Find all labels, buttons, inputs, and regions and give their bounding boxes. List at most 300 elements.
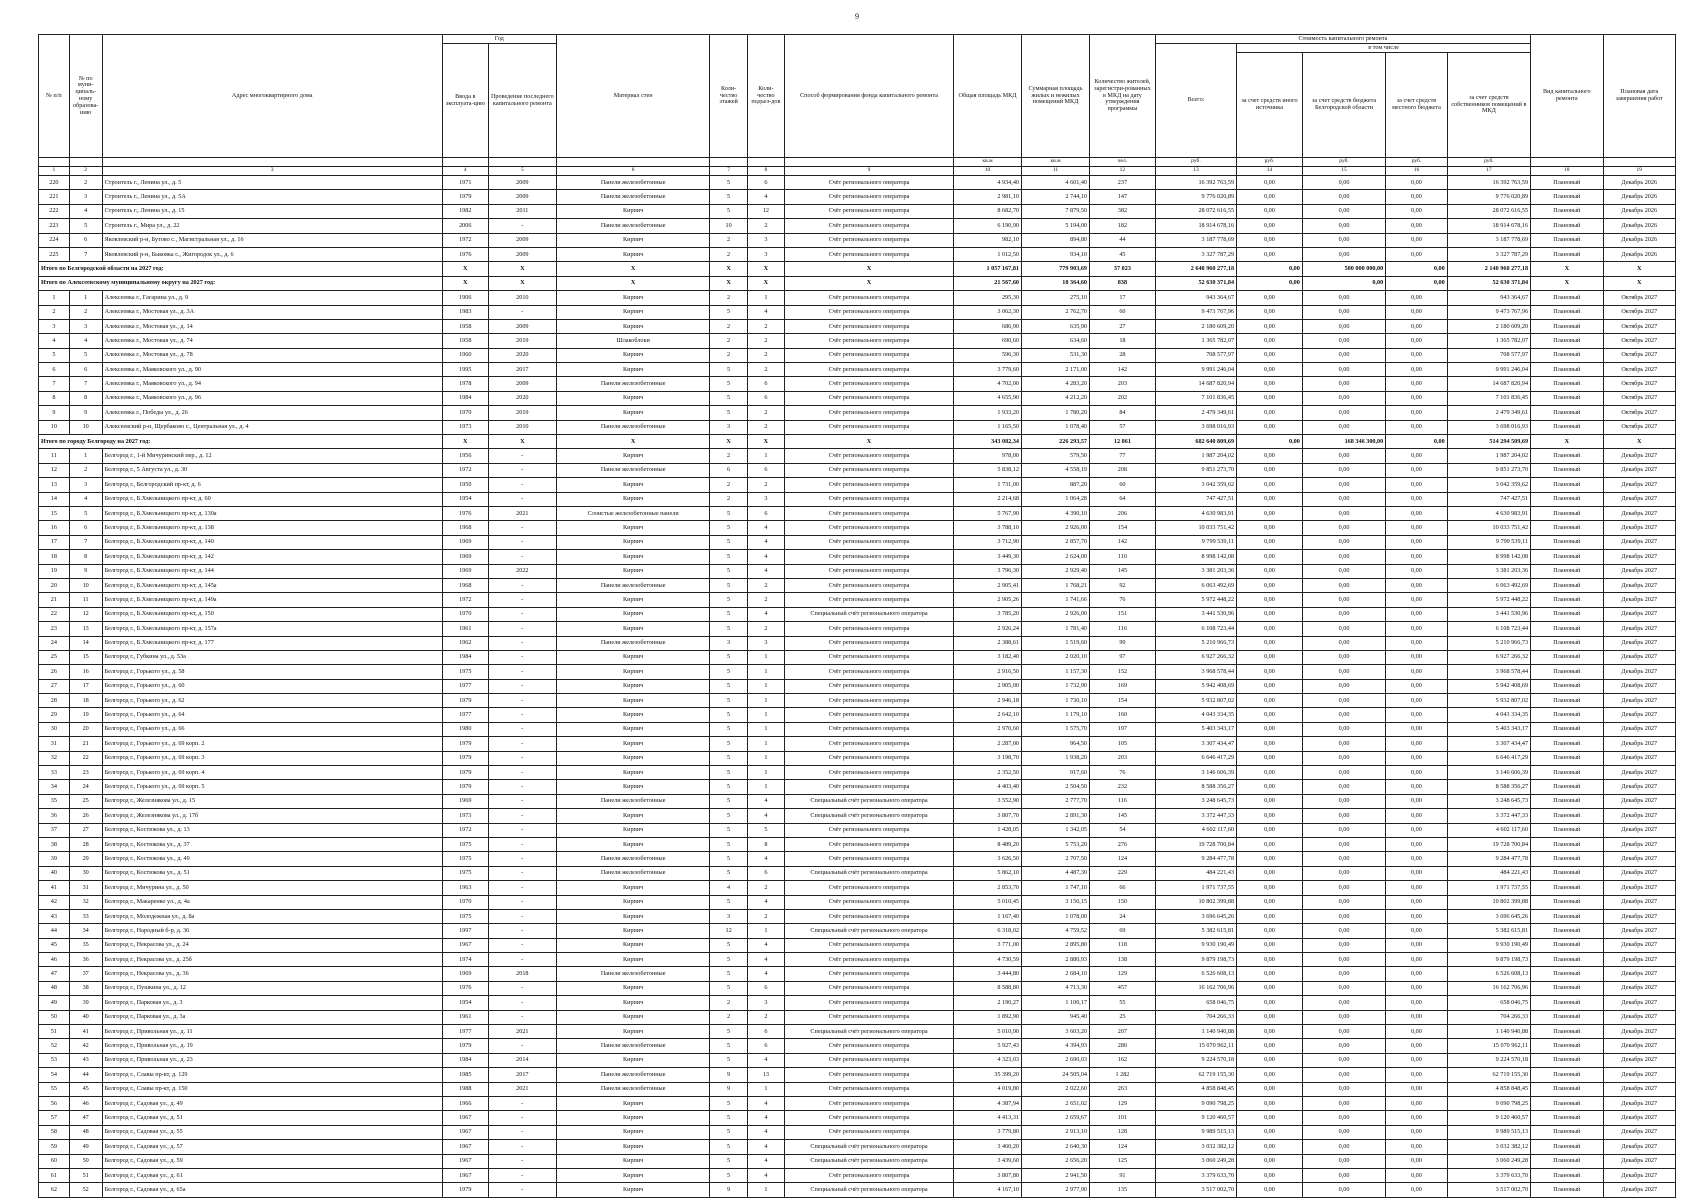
header-col-16: за счет средств местного бюджета (1386, 53, 1447, 158)
table-row (39, 953, 1676, 967)
table-cell: Плановый (1531, 607, 1603, 621)
table-cell: Счёт регионального оператора (785, 406, 954, 420)
table-cell: 47 (39, 967, 70, 981)
table-cell: 5 927,43 (953, 1039, 1021, 1053)
table-cell: Октябрь 2027 (1603, 305, 1676, 319)
header-col-1: № п/п (39, 35, 70, 158)
total-label: Итого по Алексеевскому муниципальному округу на 2027 год: (39, 276, 443, 290)
table-cell: 77 (1090, 449, 1156, 463)
total-cell: X (488, 435, 556, 449)
table-cell: 3 062,30 (953, 305, 1021, 319)
table-cell: 1 (69, 449, 102, 463)
table-cell: Плановый (1531, 521, 1603, 535)
table-cell: Панели железобетонные (556, 852, 710, 866)
unit-cell (39, 158, 70, 167)
table-cell: 0,00 (1237, 521, 1303, 535)
table-cell: 2 (747, 1010, 784, 1024)
table-cell: 9 851 273,70 (1447, 463, 1530, 477)
table-cell: Плановый (1531, 967, 1603, 981)
table-cell: Счёт регионального оператора (785, 1082, 954, 1096)
table-cell: 23 (39, 622, 70, 636)
table-cell: 1 (747, 708, 784, 722)
table-cell: Белгород г., Садовая ул., д. 59 (102, 1154, 442, 1168)
table-cell: 1969 (442, 535, 488, 549)
table-cell: Счёт регионального оператора (785, 506, 954, 520)
table-cell: 3 439,60 (953, 1154, 1021, 1168)
table-row (39, 521, 1676, 535)
table-cell: 0,00 (1386, 895, 1447, 909)
table-cell: 4 655,90 (953, 391, 1021, 405)
table-cell: 1960 (442, 348, 488, 362)
table-cell: 1967 (442, 938, 488, 952)
table-cell: - (488, 1010, 556, 1024)
table-cell: Декабрь 2027 (1603, 607, 1676, 621)
table-cell: 56 (39, 1097, 70, 1111)
total-cell: 168 346 300,00 (1302, 435, 1385, 449)
table-cell: 3 372 447,33 (1447, 809, 1530, 823)
table-cell: 2014 (488, 1053, 556, 1067)
table-cell: Строитель г., Мира ул., д. 22 (102, 219, 442, 233)
table-cell: - (488, 305, 556, 319)
table-cell: Плановый (1531, 1111, 1603, 1125)
table-cell: 101 (1090, 1111, 1156, 1125)
table-cell: - (488, 780, 556, 794)
table-cell: 12 (710, 924, 747, 938)
table-cell: 48 (39, 981, 70, 995)
table-cell: 0,00 (1237, 1140, 1303, 1154)
table-cell: 9 799 539,11 (1447, 535, 1530, 549)
table-cell: Белгород г., Пушкина ул., д. 12 (102, 981, 442, 995)
table-cell: 4 487,30 (1022, 866, 1090, 880)
table-row (39, 1140, 1676, 1154)
table-cell: 1 (747, 924, 784, 938)
table-cell: 2 777,70 (1022, 794, 1090, 808)
table-cell: 6 (39, 363, 70, 377)
total-cell: X (556, 276, 710, 290)
table-cell: Счёт регионального оператора (785, 1010, 954, 1024)
table-cell: 13 (39, 478, 70, 492)
table-cell: Кирпич (556, 521, 710, 535)
table-cell: 0,00 (1237, 722, 1303, 736)
table-cell: 99 (1090, 636, 1156, 650)
table-cell: Счёт регионального оператора (785, 766, 954, 780)
table-cell: - (488, 837, 556, 851)
table-cell: 0,00 (1237, 1068, 1303, 1082)
table-cell: 0,00 (1237, 420, 1303, 434)
table-cell: - (488, 607, 556, 621)
table-cell: 6 927 266,32 (1155, 650, 1236, 664)
table-cell: Кирпич (556, 1168, 710, 1182)
table-cell: Белгород г., Б.Хмельницкого пр-кт, д. 177 (102, 636, 442, 650)
table-cell: 4 (747, 521, 784, 535)
table-cell: 1979 (442, 1039, 488, 1053)
table-cell: 0,00 (1386, 1025, 1447, 1039)
table-cell: 1 (747, 766, 784, 780)
table-cell: 2 905,26 (953, 593, 1021, 607)
table-cell: 220 (39, 176, 70, 190)
table-cell: 0,00 (1302, 363, 1385, 377)
table-cell: 4 (747, 953, 784, 967)
table-cell: 1 971 737,55 (1155, 881, 1236, 895)
table-cell: 60 (1090, 478, 1156, 492)
table-cell: 4 (747, 938, 784, 952)
table-cell: 84 (1090, 406, 1156, 420)
table-cell: 1961 (442, 1010, 488, 1024)
table-cell: 9 930 190,49 (1155, 938, 1236, 952)
table-cell: 2 (747, 319, 784, 333)
table-row (39, 1082, 1676, 1096)
table-cell: 0,00 (1386, 622, 1447, 636)
table-cell: 59 (39, 1140, 70, 1154)
table-cell: 704 266,33 (1155, 1010, 1236, 1024)
table-cell: Плановый (1531, 1039, 1603, 1053)
table-cell: 3 (69, 478, 102, 492)
table-cell: 125 (1090, 1154, 1156, 1168)
table-cell: 16 392 763,59 (1155, 176, 1236, 190)
table-cell: 2 214,68 (953, 492, 1021, 506)
table-cell: 5 (710, 363, 747, 377)
table-cell: 135 (1090, 1183, 1156, 1197)
table-cell: 38 (39, 837, 70, 851)
table-cell: 229 (1090, 866, 1156, 880)
table-cell: 5 (710, 679, 747, 693)
table-cell: 3 307 434,47 (1447, 737, 1530, 751)
table-cell: 9 224 570,18 (1155, 1053, 1236, 1067)
table-cell: 0,00 (1237, 895, 1303, 909)
table-cell: 5 (710, 204, 747, 218)
table-cell: 1 (747, 650, 784, 664)
table-cell: 5 (710, 809, 747, 823)
column-number-cell: 15 (1302, 167, 1385, 176)
table-cell: 46 (39, 953, 70, 967)
table-cell: Белгород г., Славы пр-кт, д. 129 (102, 1068, 442, 1082)
table-cell: 33 (69, 909, 102, 923)
table-cell: 3 (39, 319, 70, 333)
table-cell: Кирпич (556, 895, 710, 909)
table-cell: 4 212,20 (1022, 391, 1090, 405)
table-cell: - (488, 1154, 556, 1168)
table-cell: 3 517 002,70 (1447, 1183, 1530, 1197)
table-cell: Плановый (1531, 1168, 1603, 1182)
table-cell: 0,00 (1237, 247, 1303, 261)
table-cell: 21 (69, 737, 102, 751)
table-cell: 25 (1090, 1010, 1156, 1024)
table-cell: Плановый (1531, 463, 1603, 477)
table-cell: Белгород г., Горького ул., д. 62 (102, 694, 442, 708)
table-cell: Яковлевский р-н, Быковка с., Жигородок ул., д. 6 (102, 247, 442, 261)
table-cell: Кирпич (556, 679, 710, 693)
table-cell: Счёт регионального оператора (785, 679, 954, 693)
table-cell: 1976 (442, 981, 488, 995)
table-cell: Октябрь 2027 (1603, 420, 1676, 434)
column-number-row (39, 167, 1676, 176)
table-row (39, 478, 1676, 492)
table-cell: 0,00 (1386, 650, 1447, 664)
table-cell: 3 032 382,12 (1447, 1140, 1530, 1154)
table-cell: 0,00 (1386, 1082, 1447, 1096)
table-cell: 1976 (442, 247, 488, 261)
table-cell: 29 (69, 852, 102, 866)
table-row (39, 247, 1676, 261)
table-cell: 0,00 (1302, 204, 1385, 218)
table-cell: 4 558,19 (1022, 463, 1090, 477)
table-cell: 3 785,20 (953, 607, 1021, 621)
table-cell: 5 (710, 852, 747, 866)
table-cell: 3 187 778,69 (1447, 233, 1530, 247)
total-cell: X (1603, 262, 1676, 276)
table-cell: - (488, 996, 556, 1010)
table-cell: - (488, 953, 556, 967)
table-cell: 0,00 (1237, 679, 1303, 693)
table-cell: 1997 (442, 924, 488, 938)
table-cell: 3 698 016,93 (1155, 420, 1236, 434)
table-cell: Белгород г., 1-й Мичуринский пер., д. 12 (102, 449, 442, 463)
total-cell: 226 293,57 (1022, 435, 1090, 449)
table-cell: 2 656,20 (1022, 1154, 1090, 1168)
table-cell: 0,00 (1237, 1183, 1303, 1197)
table-cell: Счёт регионального оператора (785, 1097, 954, 1111)
table-cell: 2011 (488, 204, 556, 218)
table-cell: 0,00 (1386, 219, 1447, 233)
table-cell: 2 022,60 (1022, 1082, 1090, 1096)
table-cell: 1972 (442, 593, 488, 607)
table-cell: 457 (1090, 981, 1156, 995)
table-cell: 19 728 700,84 (1447, 837, 1530, 851)
table-cell: 0,00 (1302, 420, 1385, 434)
table-cell: 24 (69, 780, 102, 794)
table-cell: 2009 (488, 377, 556, 391)
table-cell: Декабрь 2026 (1603, 190, 1676, 204)
table-cell: 1950 (442, 478, 488, 492)
table-cell: 5 (69, 219, 102, 233)
table-cell: Кирпич (556, 751, 710, 765)
total-cell: X (1603, 276, 1676, 290)
table-cell: Белгород г., Молодежная ул., д. 8а (102, 909, 442, 923)
table-cell: 145 (1090, 809, 1156, 823)
table-cell: Белгород г., Макаренко ул., д. 4а (102, 895, 442, 909)
table-cell: 0,00 (1237, 1010, 1303, 1024)
table-cell: 3 150,15 (1022, 895, 1090, 909)
table-cell: 635,90 (1022, 319, 1090, 333)
table-cell: 4 (747, 607, 784, 621)
table-cell: 0,00 (1237, 953, 1303, 967)
table-cell: 2 (747, 334, 784, 348)
column-number-cell: 2 (69, 167, 102, 176)
table-cell: 1973 (442, 809, 488, 823)
table-cell: 4 (747, 550, 784, 564)
table-cell: 4 602 117,60 (1155, 823, 1236, 837)
table-cell: 3 381 203,36 (1447, 564, 1530, 578)
table-cell: Кирпич (556, 535, 710, 549)
table-cell: 0,00 (1386, 463, 1447, 477)
table-cell: 0,00 (1302, 636, 1385, 650)
table-cell: 6 (710, 463, 747, 477)
table-cell: 5 010,90 (953, 1025, 1021, 1039)
table-cell: 0,00 (1386, 981, 1447, 995)
total-cell: X (442, 276, 488, 290)
table-cell: 943 364,67 (1155, 291, 1236, 305)
table-cell: Белгород г., Садовая ул., д. 51 (102, 1111, 442, 1125)
table-row (39, 1097, 1676, 1111)
table-cell: 1 428,05 (953, 823, 1021, 837)
table-cell: 0,00 (1302, 766, 1385, 780)
table-cell: 26 (39, 665, 70, 679)
table-cell: 4 (747, 564, 784, 578)
table-row (39, 1010, 1676, 1024)
table-cell: Строитель г., Ленина ул., д. 5А (102, 190, 442, 204)
table-cell: Плановый (1531, 881, 1603, 895)
table-cell: 1954 (442, 492, 488, 506)
table-cell: 24 (1090, 909, 1156, 923)
table-cell: Декабрь 2027 (1603, 737, 1676, 751)
table-cell: 2 388,61 (953, 636, 1021, 650)
table-cell: 2 (710, 247, 747, 261)
table-cell: 0,00 (1237, 1053, 1303, 1067)
table-cell: 19 728 700,84 (1155, 837, 1236, 851)
table-cell: Строитель г., Ленина ул., д. 15 (102, 204, 442, 218)
table-cell: Плановый (1531, 334, 1603, 348)
table-cell: Кирпич (556, 924, 710, 938)
table-cell: 484 221,43 (1155, 866, 1236, 880)
table-cell: Плановый (1531, 478, 1603, 492)
table-cell: Белгород г., Костюкова ул., д. 51 (102, 866, 442, 880)
table-cell: 0,00 (1237, 1154, 1303, 1168)
table-cell: Счёт регионального оператора (785, 176, 954, 190)
table-cell: 0,00 (1237, 852, 1303, 866)
table-cell: 0,00 (1386, 406, 1447, 420)
table-cell: 0,00 (1302, 837, 1385, 851)
table-cell: Плановый (1531, 823, 1603, 837)
table-cell: 0,00 (1237, 751, 1303, 765)
column-number-cell: 8 (747, 167, 784, 176)
table-cell: 142 (1090, 363, 1156, 377)
total-cell: 0,00 (1237, 262, 1303, 276)
table-cell: Панели железобетонные (556, 1068, 710, 1082)
unit-cell (102, 158, 442, 167)
table-cell: Плановый (1531, 176, 1603, 190)
table-cell: 0,00 (1237, 1168, 1303, 1182)
unit-cell (710, 158, 747, 167)
table-cell: 1975 (442, 909, 488, 923)
table-cell: 1 157,30 (1022, 665, 1090, 679)
table-cell: 6 108 723,44 (1155, 622, 1236, 636)
table-cell: 0,00 (1302, 895, 1385, 909)
total-cell: X (556, 262, 710, 276)
table-cell: 0,00 (1386, 837, 1447, 851)
table-cell: 129 (1090, 1097, 1156, 1111)
table-cell: 1967 (442, 1140, 488, 1154)
table-cell: 3 (710, 909, 747, 923)
table-cell: Декабрь 2027 (1603, 1154, 1676, 1168)
table-cell: Белгород г., Б.Хмельницкого пр-кт, д. 142 (102, 550, 442, 564)
table-cell: 917,60 (1022, 766, 1090, 780)
table-cell: 1 167,40 (953, 909, 1021, 923)
table-cell: 49 (69, 1140, 102, 1154)
table-cell: 17 (1090, 291, 1156, 305)
table-cell: 0,00 (1386, 578, 1447, 592)
table-cell: 18 914 678,16 (1447, 219, 1530, 233)
total-cell: 779 903,69 (1022, 262, 1090, 276)
table-cell: 3 (747, 247, 784, 261)
table-cell: 33 (39, 766, 70, 780)
table-cell: 0,00 (1386, 478, 1447, 492)
table-cell: 5 (710, 650, 747, 664)
table-cell: 2 (710, 319, 747, 333)
table-row (39, 578, 1676, 592)
table-cell: 0,00 (1237, 1125, 1303, 1139)
total-row (39, 276, 1676, 290)
table-cell: 0,00 (1302, 449, 1385, 463)
table-cell: 0,00 (1237, 492, 1303, 506)
table-cell: 6 (747, 377, 784, 391)
table-cell: 105 (1090, 737, 1156, 751)
table-cell: 2 762,70 (1022, 305, 1090, 319)
table-cell: 5 972 448,22 (1155, 593, 1236, 607)
table-cell: 8 588 356,27 (1447, 780, 1530, 794)
table-cell: 4 (747, 1140, 784, 1154)
table-cell: 0,00 (1302, 190, 1385, 204)
table-cell: Панели железобетонные (556, 578, 710, 592)
table-cell: Плановый (1531, 1183, 1603, 1197)
header-col-7: Коли-чество этажей (710, 35, 747, 158)
table-cell: Кирпич (556, 1140, 710, 1154)
table-cell: 10 802 399,88 (1155, 895, 1236, 909)
table-cell: Плановый (1531, 564, 1603, 578)
table-cell: 10 (69, 420, 102, 434)
table-cell: Белгород г., Костюкова ул., д. 37 (102, 837, 442, 851)
table-cell: 57 (1090, 420, 1156, 434)
table-cell: 0,00 (1302, 492, 1385, 506)
table-cell: Декабрь 2027 (1603, 1097, 1676, 1111)
column-number-cell: 11 (1022, 167, 1090, 176)
unit-cell (1603, 158, 1676, 167)
table-cell: 1970 (442, 406, 488, 420)
table-cell: 4 (747, 190, 784, 204)
table-cell: 0,00 (1386, 823, 1447, 837)
table-cell: Специальный счёт регионального оператора (785, 924, 954, 938)
table-cell: Плановый (1531, 247, 1603, 261)
table-cell: Шлакоблоки (556, 334, 710, 348)
table-cell: 2 981,10 (953, 190, 1021, 204)
table-cell: Декабрь 2027 (1603, 924, 1676, 938)
table-cell: 197 (1090, 722, 1156, 736)
table-cell: Счёт регионального оператора (785, 636, 954, 650)
table-cell: 0,00 (1302, 737, 1385, 751)
table-cell: Октябрь 2027 (1603, 391, 1676, 405)
table-cell: 5 (710, 1168, 747, 1182)
table-cell: 5 (710, 722, 747, 736)
header-group-year: Год (442, 35, 556, 44)
table-cell: 1966 (442, 1097, 488, 1111)
table-cell: Декабрь 2027 (1603, 636, 1676, 650)
table-cell: 2 (39, 305, 70, 319)
table-cell: 3 807,80 (953, 1168, 1021, 1182)
table-cell: 9 (710, 1082, 747, 1096)
table-cell: 3 (747, 233, 784, 247)
table-cell: Плановый (1531, 751, 1603, 765)
column-number-cell: 1 (39, 167, 70, 176)
table-cell: 3 444,80 (953, 967, 1021, 981)
table-cell: Алексеевка г., Маяковского ул., д. 96 (102, 391, 442, 405)
table-cell: 0,00 (1237, 506, 1303, 520)
table-cell: - (488, 535, 556, 549)
header-col-14: за счет средств иного источника (1237, 53, 1303, 158)
table-cell: 2018 (488, 967, 556, 981)
table-cell: 2 287,00 (953, 737, 1021, 751)
table-cell: Белгород г., Горького ул., д. 69 корп. 5 (102, 780, 442, 794)
table-cell: 1980 (442, 722, 488, 736)
table-cell: Панели железобетонные (556, 1039, 710, 1053)
